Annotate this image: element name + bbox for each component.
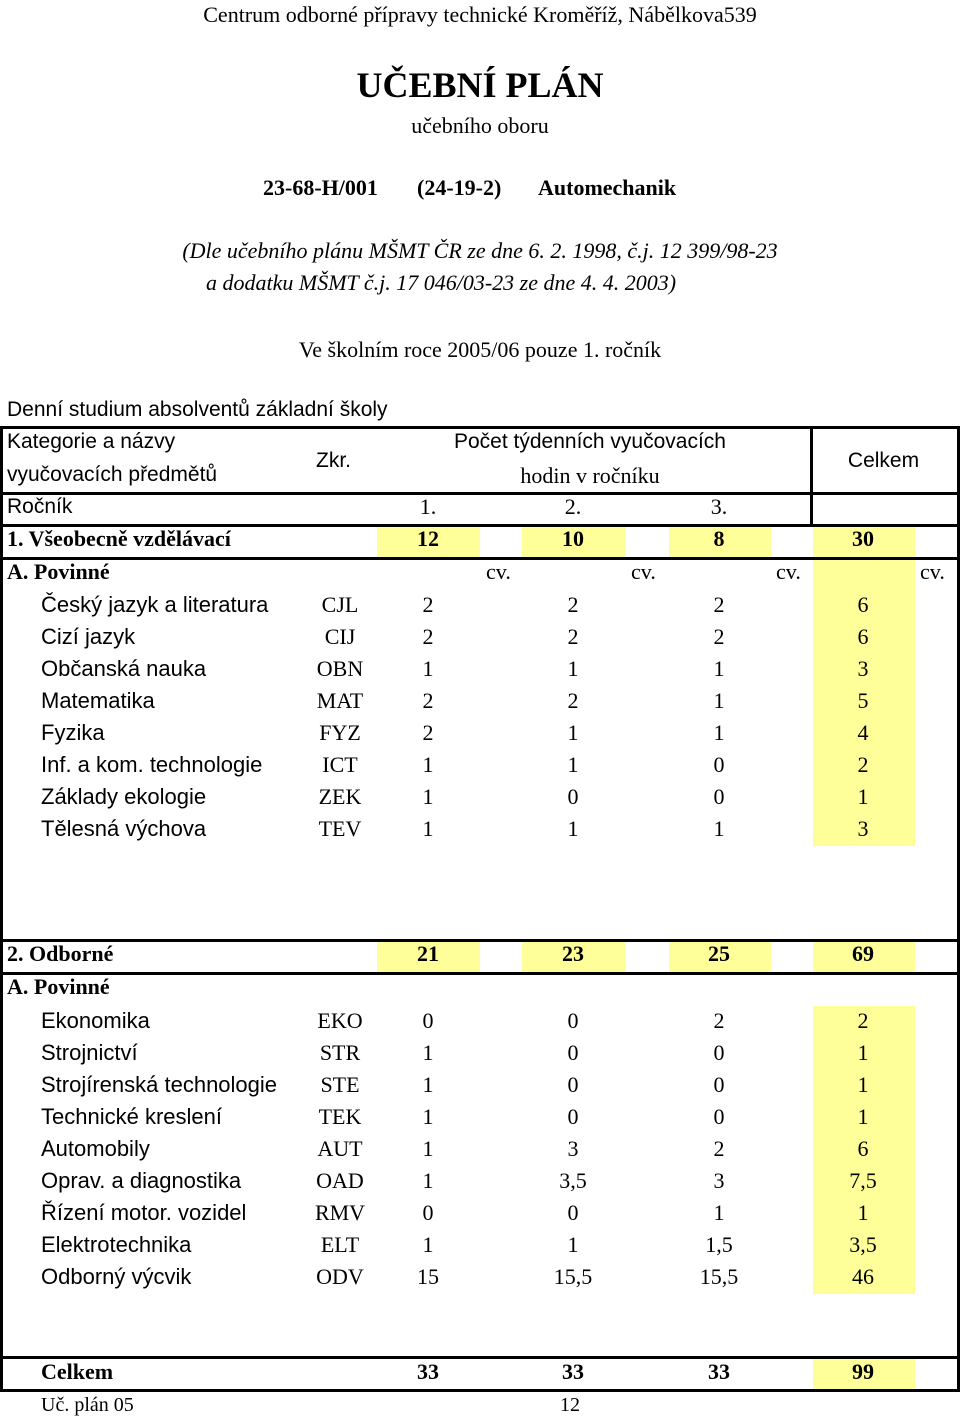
totals-year2: 33 [562, 1359, 584, 1384]
row-y2: 0 [567, 784, 579, 809]
section1-year2: 10 [562, 526, 584, 551]
regulation-note-line2: a dodatku MŠMT č.j. 17 046/03-23 ze dne 4. 4. 2003) [206, 270, 677, 295]
footer-page-number: 12 [560, 1394, 580, 1416]
row-name: Řízení motor. vozidel [41, 1200, 247, 1225]
row-abbr: AUT [317, 1136, 363, 1161]
row-y2: 0 [567, 1040, 579, 1065]
row-y3: 15,5 [699, 1264, 739, 1289]
row-total: 2 [857, 752, 869, 777]
row-name: Ekonomika [41, 1008, 150, 1033]
row-name: Matematika [41, 688, 155, 713]
row-abbr: FYZ [319, 720, 361, 745]
row-total: 6 [857, 592, 869, 617]
page-subtitle: učebního oboru [411, 113, 549, 138]
row-y1: 1 [422, 656, 434, 681]
totals-label: Celkem [41, 1359, 114, 1384]
row-y1: 1 [422, 1168, 434, 1193]
row-name: Občanská nauka [41, 656, 207, 681]
row-total: 1 [857, 1072, 869, 1097]
row-abbr: ICT [322, 752, 358, 777]
row-name: Inf. a kom. technologie [41, 752, 263, 777]
section2-top-border [0, 939, 960, 942]
section1-label: 1. Všeobecně vzdělávací [7, 526, 231, 551]
school-name: Centrum odborné přípravy technické Kroměříž, Nábělkova539 [203, 2, 757, 27]
row-y3: 2 [713, 624, 725, 649]
row-y3: 2 [713, 1136, 725, 1161]
row-total: 1 [857, 784, 869, 809]
row-name: Fyzika [41, 720, 105, 745]
year-2-header: 2. [564, 494, 582, 519]
row-y1: 1 [422, 1104, 434, 1129]
total-column-border [810, 426, 813, 526]
row-name: Technické kreslení [41, 1104, 222, 1129]
totals-grand: 99 [852, 1359, 874, 1384]
year-1-header: 1. [419, 494, 437, 519]
row-total: 6 [857, 624, 869, 649]
row-abbr: OBN [316, 656, 364, 681]
cv-label-year2: cv. [631, 559, 656, 584]
row-abbr: OAD [316, 1168, 364, 1193]
year-label: Ročník [7, 495, 73, 518]
row-abbr: RMV [314, 1200, 366, 1225]
footer-plan: Uč. plán 05 [41, 1394, 134, 1416]
row-y1: 0 [422, 1008, 434, 1033]
row-y2: 0 [567, 1008, 579, 1033]
row-name: Odborný výcvik [41, 1264, 192, 1289]
row-y3: 0 [713, 1104, 725, 1129]
row-abbr: CIJ [324, 624, 356, 649]
row-y2: 3,5 [559, 1168, 587, 1193]
row-y2: 1 [567, 752, 579, 777]
row-y2: 2 [567, 688, 579, 713]
hours-header-line2: hodin v ročníku [520, 463, 660, 488]
row-total: 7,5 [849, 1168, 877, 1193]
row-abbr: TEK [318, 1104, 362, 1129]
totals-top-border [0, 1356, 960, 1359]
row-y3: 1 [713, 816, 725, 841]
row-y2: 0 [567, 1200, 579, 1225]
row-y1: 1 [422, 784, 434, 809]
row-y2: 15,5 [553, 1264, 593, 1289]
row-abbr: STE [320, 1072, 360, 1097]
row-abbr: ZEK [318, 784, 362, 809]
regulation-note-line1: (Dle učebního plánu MŠMT ČR ze dne 6. 2. 1998, č.j. 12 399/98-23 [182, 238, 778, 263]
row-abbr: MAT [316, 688, 364, 713]
row-y1: 1 [422, 1040, 434, 1065]
totals-year1: 33 [417, 1359, 439, 1384]
row-total: 2 [857, 1008, 869, 1033]
cv-label-total: cv. [920, 559, 945, 584]
hours-header-line1: Počet týdenních vyučovacích [454, 430, 726, 453]
row-y3: 1,5 [705, 1232, 733, 1257]
row-total: 3 [857, 816, 869, 841]
row-total: 4 [857, 720, 869, 745]
category-header-line2: vyučovacích předmětů [7, 463, 218, 486]
section1-total: 30 [852, 526, 874, 551]
row-name: Tělesná výchova [41, 816, 207, 841]
section2-label: 2. Odborné [7, 941, 114, 966]
row-y2: 1 [567, 816, 579, 841]
row-y2: 2 [567, 592, 579, 617]
row-abbr: ELT [320, 1232, 360, 1257]
row-y1: 0 [422, 1200, 434, 1225]
row-name: Strojnictví [41, 1040, 138, 1065]
section1-year1: 12 [417, 526, 439, 551]
row-total: 3,5 [849, 1232, 877, 1257]
row-y1: 2 [422, 720, 434, 745]
row-total: 5 [857, 688, 869, 713]
section2-total: 69 [852, 941, 874, 966]
row-name: Cizí jazyk [41, 624, 136, 649]
row-y3: 0 [713, 1040, 725, 1065]
row-y2: 3 [567, 1136, 579, 1161]
section2-year2: 23 [562, 941, 584, 966]
row-y3: 1 [713, 656, 725, 681]
row-abbr: STR [319, 1040, 361, 1065]
cv-label-year1: cv. [486, 559, 511, 584]
section1-year3: 8 [713, 526, 725, 551]
page-title: UČEBNÍ PLÁN [356, 65, 604, 105]
row-y1: 1 [422, 816, 434, 841]
section2-year1: 21 [417, 941, 439, 966]
abbr-header: Zkr. [316, 449, 351, 472]
row-total: 46 [852, 1264, 874, 1289]
section1-divider [0, 557, 960, 560]
row-y1: 15 [417, 1264, 439, 1289]
row-y2: 1 [567, 656, 579, 681]
row-name: Český jazyk a literatura [41, 592, 269, 617]
row-y3: 0 [713, 752, 725, 777]
row-y2: 1 [567, 720, 579, 745]
row-y1: 1 [422, 1072, 434, 1097]
section1-group-label: A. Povinné [7, 559, 110, 584]
field-code-secondary: (24-19-2) [417, 175, 502, 200]
row-name: Základy ekologie [41, 784, 207, 809]
total-header: Celkem [847, 449, 920, 472]
cv-label-year3: cv. [776, 559, 801, 584]
row-name: Strojírenská technologie [41, 1072, 278, 1097]
table-top-border [0, 426, 960, 429]
row-y2: 0 [567, 1072, 579, 1097]
row-abbr: TEV [318, 816, 362, 841]
row-name: Elektrotechnika [41, 1232, 192, 1257]
section2-group-label: A. Povinné [7, 974, 110, 999]
row-y1: 1 [422, 1136, 434, 1161]
row-y1: 1 [422, 1232, 434, 1257]
year-note: Ve školním roce 2005/06 pouze 1. ročník [298, 337, 662, 362]
section2-year3: 25 [708, 941, 730, 966]
row-total: 3 [857, 656, 869, 681]
row-total: 1 [857, 1200, 869, 1225]
row-y1: 1 [422, 752, 434, 777]
study-type: Denní studium absolventů základní školy [7, 398, 388, 421]
row-y3: 0 [713, 1072, 725, 1097]
row-total: 6 [857, 1136, 869, 1161]
category-header-line1: Kategorie a názvy [7, 430, 176, 453]
row-name: Oprav. a diagnostika [41, 1168, 242, 1193]
field-name: Automechanik [538, 175, 677, 200]
row-total: 1 [857, 1104, 869, 1129]
header-divider [0, 492, 960, 495]
row-name: Automobily [41, 1136, 150, 1161]
row-y1: 2 [422, 592, 434, 617]
row-total: 1 [857, 1040, 869, 1065]
row-abbr: CJL [321, 592, 359, 617]
row-y3: 2 [713, 1008, 725, 1033]
table-left-border [0, 426, 3, 1392]
row-y3: 0 [713, 784, 725, 809]
row-y2: 0 [567, 1104, 579, 1129]
row-y1: 2 [422, 688, 434, 713]
row-y2: 1 [567, 1232, 579, 1257]
totals-year3: 33 [708, 1359, 730, 1384]
row-y3: 1 [713, 688, 725, 713]
row-y1: 2 [422, 624, 434, 649]
row-abbr: ODV [316, 1264, 364, 1289]
field-code: 23-68-H/001 [263, 175, 378, 200]
section2-divider [0, 972, 960, 975]
row-y2: 2 [567, 624, 579, 649]
row-y3: 1 [713, 720, 725, 745]
totals-bottom-border [0, 1389, 960, 1392]
row-abbr: EKO [317, 1008, 363, 1033]
year-3-header: 3. [710, 494, 728, 519]
row-y3: 2 [713, 592, 725, 617]
row-y3: 1 [713, 1200, 725, 1225]
row-y3: 3 [713, 1168, 725, 1193]
